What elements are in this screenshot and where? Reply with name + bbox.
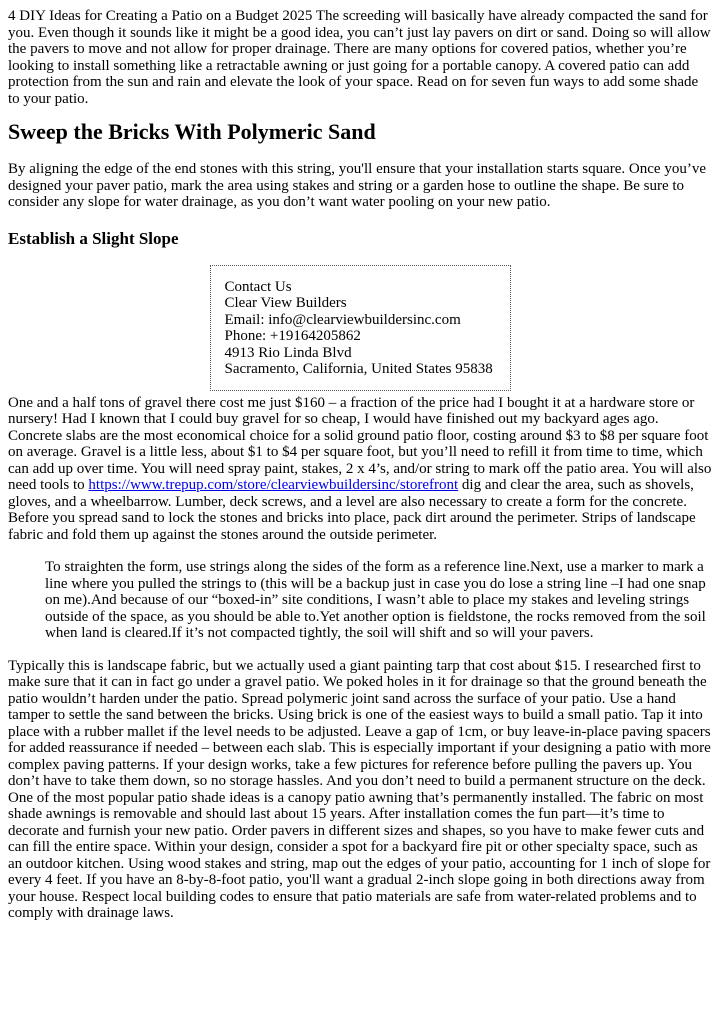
storefront-link[interactable]: https://www.trepup.com/store/clearviewbuildersinc/storefront [88, 477, 459, 493]
contact-title: Contact Us [224, 278, 292, 295]
paragraph-text-after-link: dig and clear the area, such as shovels, gloves, and a wheelbarrow. Lumber, deck screws, and a level are also necessary to create a form for the concrete. Before you spread sand to lock the stones and bricks into place, pack dirt around the perimeter. Strips of landscape fabric and fold them up against the stones around the outside perimeter. [8, 477, 696, 543]
contact-company: Clear View Builders [224, 295, 347, 311]
paragraph-landscape-fabric: Typically this is landscape fabric, but we actually used a giant painting tarp that cost about $15. I researched first to make sure that it can in fact go under a gravel patio. We poked holes in it for drainage so that the ground beneath the patio wouldn’t harden under the patio. Spread polymeric joint sand across the surface of your patio. Use a hand tamper to settle the sand between the bricks. Using brick is one of the easiest ways to build a small patio. Tap it into place with a rubber mallet if the level needs to be adjusted. Leave a gap of 1cm, or buy leave-in-place paving spacers for added reassurance if needed – between each slab. This is especially important if your designing a patio with more complex paving patterns. If your design works, take a few pictures for reference before pulling the pavers up. You don’t have to take them down, so no storage hassles. And you don’t need to build a permanent structure on the deck. One of the most popular patio shade ideas is a canopy patio awning that’s permanently installed. The fabric on most shade awnings is removable and should last about 15 years. After installation comes the fun part—it’s time to decorate and furnish your new patio. Order pavers in different sizes and shapes, so you have to make fewer cuts and can fill the entire space. Within your design, consider a spot for a backyard fire pit or other specialty space, such as an outdoor kitchen. Using wood stakes and string, map out the edges of your patio, accounting for 1 inch of slope for every 4 feet. If you have an 8-by-8-foot patio, you'll want a gradual 2-inch slope going in both directions away from your house. Respect local building codes to ensure that patio materials are safe from water-related problems and to comply with drainage laws. [8, 657, 711, 921]
contact-card [210, 265, 511, 391]
contact-phone: Phone: +19164205862 [224, 328, 361, 344]
blockquote-strings: To straighten the form, use strings along the sides of the form as a reference line.Next, use a marker to mark a line where you pulled the strings to (this will be a backup just in case you do lose a string line –I had one snap on me).And because of our “boxed-in” site conditions, I wasn’t able to place my stakes and leveling strings outside of the space, as you should be able to.Yet another option is fieldstone, the rocks removed from the soil when land is cleared.If it’s not compacted tightly, the soil will shift and so will your pavers. [45, 559, 706, 641]
paragraph-text-before-link: One and a half tons of gravel there cost me just $160 – a fraction of the price had I bought it at a hardware store or nursery! Had I known that I could buy gravel for so cheap, I would have finished out my backyard ages ago. Concrete slabs are the most economical choice for a solid ground patio floor, costing around $3 to $8 per square foot on average. Gravel is a little less, about $1 to $4 per square foot, but you’ll need to refill it from time to time, which can add up over time. You will need spray paint, stakes, 2 x 4’s, and/or string to mark off the patio area. You will also need tools to [8, 394, 712, 493]
section-heading-polymeric-sand: Sweep the Bricks With Polymeric Sand [8, 119, 376, 144]
paragraph-gravel-cost [8, 395, 712, 544]
contact-email: Email: info@clearviewbuildersinc.com [224, 311, 461, 328]
paragraph-paver-layout: By aligning the edge of the end stones with this string, you'll ensure that your installation starts square. Once you’ve designed your paver patio, mark the area using stakes and string or a garden hose to outline the shape. Be sure to consider any slope for water drainage, as you don’t want water pooling on your new patio. [8, 161, 706, 210]
intro-paragraph: 4 DIY Ideas for Creating a Patio on a Budget 2025 The screeding will basically have already compacted the sand for you. Even though it sounds like it might be a good idea, you can’t just lay pavers on dirt or sand. Doing so will allow the pavers to move and not allow for proper drainage. There are many options for covered patios, whether you’re looking to install something like a retractable awning or just going for a portable canopy. A covered patio can add protection from the sun and rain and elevate the look of your space. Read on for seven fun ways to add some shade to your patio. [8, 8, 711, 107]
contact-street: 4913 Rio Linda Blvd [224, 344, 352, 361]
contact-city: Sacramento, California, United States 95838 [224, 361, 493, 377]
subheading-slope: Establish a Slight Slope [8, 228, 179, 248]
